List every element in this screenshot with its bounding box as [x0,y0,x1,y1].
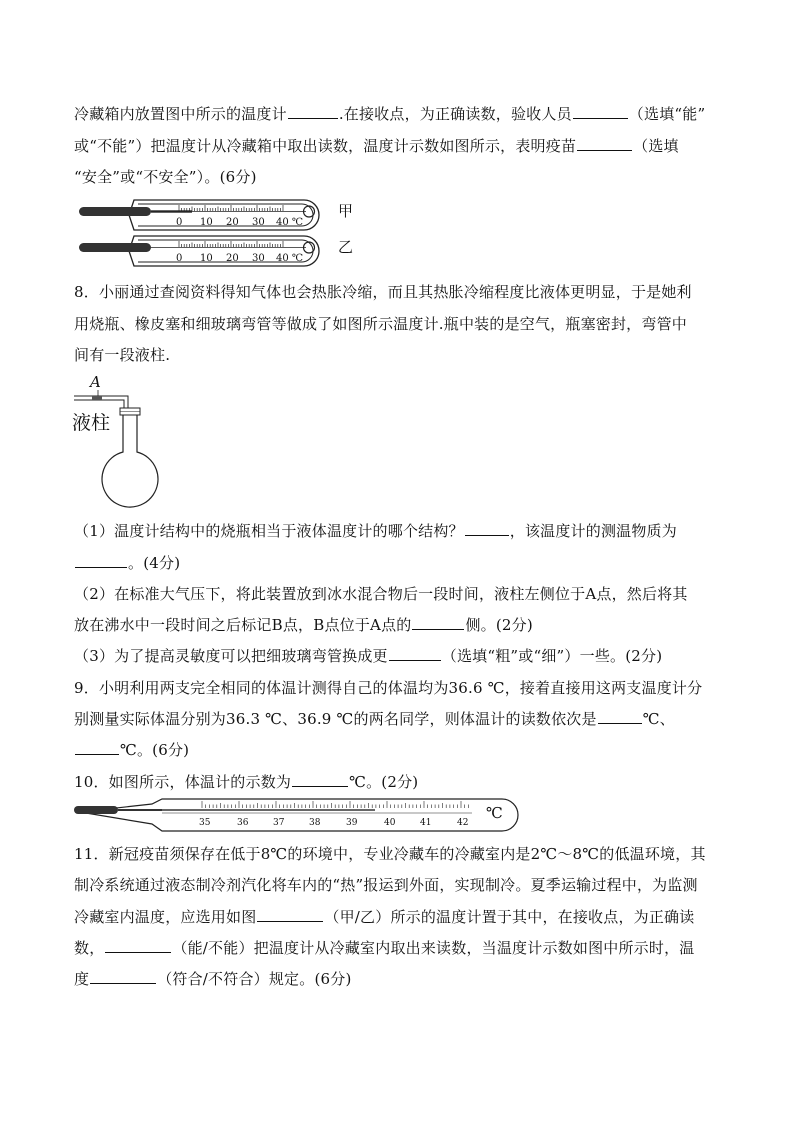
clinical-thermometer-figure [72,796,520,836]
tick-label: 40 [384,818,396,828]
q9-line-1 [74,677,702,698]
q8-sub2-line-2 [74,614,533,635]
q8-text: 用烧瓶、橡皮塞和细玻璃弯管等做成了如图所示温度计.瓶中装的是空气，瓶塞密封，弯管中 [74,315,687,333]
q10-line [74,771,418,792]
q7-line-2 [74,135,679,156]
unit-label: ℃ [486,804,503,822]
air-thermometer-flask-figure [70,370,190,510]
q8-text: （选填“粗”或“细”）一些。(2分) [441,647,663,665]
tick-label: 37 [273,818,285,828]
thermometers-jia-yi-figure [74,192,364,270]
tick-label: 30 [252,217,265,228]
q11-text: （能/不能）把温度计从冷藏室内取出来读数，当温度计示数如图中所示时，温 [172,939,695,957]
liquid-column-label: 液柱 [72,412,111,434]
answer-blank[interactable] [75,740,119,755]
tick-label: 39 [346,818,358,828]
thermometer-label-yi: 乙 [338,238,354,256]
answer-blank[interactable] [573,104,628,119]
q9-text: 9．小明利用两支完全相同的体温计测得自己的体温均为36.6 ℃，接着直接用这两支温度计分 [74,679,703,697]
q7-text: （选填 [633,137,679,155]
q8-text: （3）为了提高灵敏度可以把细玻璃弯管换成更 [74,647,388,665]
thermometer-jia [79,200,353,230]
q7-text: 冷藏箱内放置图中所示的温度计 [74,105,287,123]
tick-label: 38 [309,818,321,828]
q10-text: 10．如图所示，体温计的示数为 [74,773,292,791]
q9-text: ℃。(6分) [120,741,190,759]
q8-text: 8．小丽通过查阅资料得知气体也会热胀冷缩，而且其热胀冷缩程度比液体更明显，于是她利 [74,283,692,301]
tick-label: 30 [252,253,265,264]
tick-label: 10 [200,217,213,228]
answer-blank[interactable] [389,646,441,661]
tick-label: 36 [237,818,249,828]
q11-text: 数， [74,939,105,957]
q8-text: 侧。(2分) [465,616,533,634]
q8-text: 。(4分) [128,554,181,572]
q11-line-1 [74,843,706,864]
q8-sub3 [74,645,662,666]
q11-text: （符合/不符合）规定。(6分) [157,970,352,988]
q9-text: 别测量实际体温分别为36.3 ℃、36.9 ℃的两名同学，则体温计的读数依次是 [74,710,597,728]
answer-blank[interactable] [465,521,509,536]
tick-label: 41 [420,818,432,828]
q11-line-5 [74,968,352,989]
q8-line-2 [74,313,687,334]
q11-text: 制冷系统通过液态制冷剂汽化将车内的“热”报运到外面，实现制冷。夏季运输过程中，为监测 [74,876,698,894]
q8-text: ，该温度计的测温物质为 [509,522,677,540]
answer-blank[interactable] [577,136,632,151]
q8-line-3 [74,344,170,365]
q7-line-3 [74,166,257,187]
q8-sub2-line-1 [74,583,688,604]
tick-label: 35 [199,818,211,828]
q10-text: ℃。(2分) [349,773,419,791]
q11-text: 冷藏室内温度，应选用如图 [74,908,257,926]
point-a-label: A [90,373,101,391]
answer-blank[interactable] [412,615,464,630]
tick-label: 42 [457,818,469,828]
q8-text: （2）在标准大气压下，将此装置放到冰水混合物后一段时间，液柱左侧位于A点，然后将其 [74,585,688,603]
q11-text: 度 [74,970,90,988]
q9-text: ℃、 [642,710,675,728]
answer-blank[interactable] [105,938,171,953]
q7-text: 或“不能”）把温度计从冷藏箱中取出读数，温度计示数如图所示，表明疫苗 [74,137,577,155]
q7-line-1 [74,103,705,124]
tick-label: 40 ℃ [276,253,304,264]
tick-label: 40 ℃ [276,217,304,228]
answer-blank[interactable] [257,907,323,922]
q8-sub1-line-1 [74,520,677,541]
tick-label: 10 [200,253,213,264]
answer-blank[interactable] [288,104,338,119]
q8-text: （1）温度计结构中的烧瓶相当于液体温度计的哪个结构？ [74,522,464,540]
q8-sub1-line-2 [74,552,180,573]
answer-blank[interactable] [292,772,348,787]
answer-blank[interactable] [90,969,156,984]
q8-text: 间有一段液柱. [74,346,171,364]
q11-text: （甲/乙）所示的温度计置于其中，在接收点，为正确读 [324,908,695,926]
q8-text: 放在沸水中一段时间之后标记B点，B点位于A点的 [74,616,412,634]
answer-blank[interactable] [75,553,127,568]
tick-label: 0 [176,253,183,264]
q8-line-1 [74,281,692,302]
thermometer-yi [79,236,353,266]
liquid-column [92,396,102,400]
q9-line-2 [74,708,675,729]
q9-line-3 [74,739,189,760]
thermometer-label-jia: 甲 [338,202,354,220]
q11-line-2 [74,874,698,895]
tick-label: 20 [226,217,239,228]
q7-text: （选填“能” [628,105,706,123]
q11-line-3 [74,906,694,927]
q11-line-4 [74,937,694,958]
tick-label: 20 [226,253,239,264]
q7-text: “安全”或“不安全”）。(6分) [74,168,257,186]
q7-text: .在接收点，为正确读数，验收人员 [338,105,572,123]
answer-blank[interactable] [598,709,642,724]
tick-label: 0 [176,217,183,228]
q11-text: 11．新冠疫苗须保存在低于8℃的环境中，专业冷藏车的冷藏室内是2℃～8℃的低温环境，其 [74,845,706,863]
